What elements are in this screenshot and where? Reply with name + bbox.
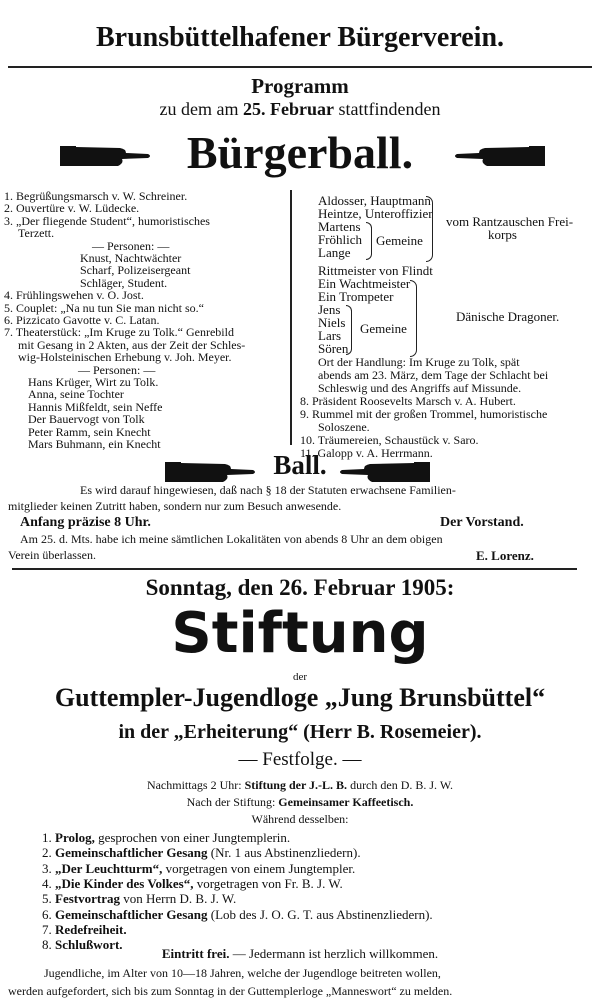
- cast-item: Jens: [318, 302, 341, 317]
- item-detail: gesprochen von einer Jungtemplerin.: [94, 830, 291, 845]
- schedule-line: Nach der Stiftung: Gemeinsamer Kaffeetisch.: [186, 795, 414, 809]
- divider: [8, 66, 592, 68]
- schedule-line: Nachmittags 2 Uhr: Stiftung der J.-L. B. durch den D. B. J. W.: [146, 778, 454, 792]
- item-title: Gemeinschaftlicher Gesang: [55, 845, 208, 861]
- scene-note: Schleswig und des Angriffs auf Missunde.: [318, 381, 522, 395]
- cast-item: Ein Trompeter: [318, 289, 394, 304]
- program-item: Der Bauervogt von Tolk: [28, 412, 145, 427]
- program-item: 4. Frühlingswehen v. O. Jost.: [4, 288, 144, 303]
- eintritt-line: Eintritt frei. — Jedermann ist herzlich willkommen.: [161, 946, 439, 961]
- item-title: Festvortrag: [55, 891, 120, 907]
- cast-item: Martens: [318, 219, 361, 234]
- program-item: Schläger, Student.: [80, 275, 168, 290]
- ball-notice: Es wird darauf hingewiesen, daß nach § 18 der Statuten erwachsene Familien-: [80, 483, 456, 497]
- brace: [410, 280, 417, 357]
- program-item: Hannis Mißfeldt, sein Neffe: [28, 399, 163, 414]
- cast-item: Fröhlich: [318, 232, 363, 247]
- program-item: wig-Holsteinischen Erhebung v. Joh. Meyer.: [18, 350, 232, 365]
- brace: [426, 196, 433, 262]
- program-item: 11. Galopp v. A. Herrmann.: [300, 446, 433, 460]
- item-number: 1.: [42, 830, 52, 845]
- cast-group-label: Dänische Dragoner.: [456, 309, 560, 324]
- cast-item: Heintze, Unteroffizier: [318, 206, 433, 221]
- item-title: Redefreiheit.: [55, 921, 127, 937]
- ball-heading: Ball.: [273, 450, 327, 480]
- program-item: Anna, seine Tochter: [28, 387, 124, 402]
- program-subtitle: zu dem am 25. Februar stattfindenden: [159, 99, 441, 119]
- scene-note: Ort der Handlung: Im Kruge zu Tolk, spät: [318, 355, 520, 369]
- pointing-hand-left-icon: [455, 142, 545, 168]
- cast-item: Sören: [318, 341, 349, 356]
- cast-group-label: vom Rantzauschen Frei-: [446, 214, 574, 229]
- footer-text: Jugendliche, im Alter von 10—18 Jahren, welche der Jugendloge beitreten wollen,: [44, 966, 441, 980]
- signature: Der Vorstand.: [440, 515, 524, 530]
- item-title: „Der Leuchtturm“,: [55, 860, 163, 876]
- item-number: 2.: [42, 845, 52, 861]
- ball-notice: mitglieder keinen Zutritt haben, sondern nur zum Besuch anwesende.: [8, 499, 342, 513]
- programm-heading: Programm: [251, 74, 349, 98]
- program-item: Knust, Nachtwächter: [80, 251, 182, 265]
- festfolge-item: [42, 892, 236, 905]
- item-title: Gemeinschaftlicher Gesang: [55, 906, 208, 922]
- festfolge-item: [42, 862, 355, 875]
- item-number: 5.: [42, 891, 52, 907]
- program-item: Hans Krüger, Wirt zu Tolk.: [28, 375, 159, 389]
- program-item: 7. Theaterstück: „Im Kruge zu Tolk.“ Genrebild: [4, 325, 234, 340]
- festfolge-heading: — Festfolge. —: [238, 749, 362, 770]
- venue-notice: Am 25. d. Mts. habe ich meine sämtlichen Lokalitäten von abends 8 Uhr an dem obigen: [20, 532, 443, 546]
- item-detail: von Herrn D. B. J. W.: [119, 891, 237, 907]
- festfolge-item: [42, 923, 127, 936]
- brace: [346, 305, 352, 355]
- item-title: Prolog,: [55, 830, 95, 845]
- item-number: 7.: [42, 921, 52, 937]
- page-title: Brunsbüttelhafener Bürgerverein.: [95, 22, 505, 53]
- cast-item: Lange: [318, 245, 351, 260]
- divider: [12, 568, 577, 570]
- cast-item: Rittmeister von Flindt: [318, 263, 433, 278]
- der-label: der: [292, 671, 308, 683]
- cast-group-label: Gemeine: [360, 321, 407, 336]
- program-item: 1. Begrüßungsmarsch v. W. Schreiner.: [4, 189, 188, 203]
- schedule-line: Während desselben:: [251, 812, 349, 826]
- program-item: 5. Couplet: „Na nu tun Sie man nicht so.“: [4, 300, 204, 315]
- program-item: Peter Ramm, sein Knecht: [28, 424, 151, 439]
- cast-item: Niels: [318, 315, 346, 330]
- footer-text: werden aufgefordert, sich bis zum Sonntag in der Guttemplerloge „Manneswort“ zu melden.: [8, 984, 453, 998]
- item-title: Schlußwort.: [55, 937, 123, 953]
- item-detail: vorgetragen von einem Jungtempler.: [162, 860, 356, 876]
- pointing-hand-left-icon: [340, 458, 430, 484]
- festfolge-item: [42, 877, 343, 890]
- stiftung-title: Stiftung: [171, 601, 429, 666]
- program-item: Mars Buhmann, ein Knecht: [28, 437, 161, 451]
- item-number: 3.: [42, 860, 52, 876]
- program-item: — Personen: —: [92, 238, 170, 253]
- cast-group-label: korps: [488, 227, 517, 242]
- event-date: Sonntag, den 26. Februar 1905:: [145, 575, 455, 600]
- item-number: 8.: [42, 937, 52, 953]
- program-item: 6. Pizzicato Gavotte v. C. Latan.: [4, 313, 160, 327]
- item-detail: (Lob des J. O. G. T. aus Abstinenzliedern).: [207, 906, 433, 922]
- item-title: „Die Kinder des Volkes“,: [55, 875, 194, 891]
- program-item: 8. Präsident Roosevelts Marsch v. A. Hubert.: [300, 394, 516, 408]
- loge-name: Guttempler-Jugendloge „Jung Brunsbüttel“: [54, 683, 546, 712]
- program-item: Terzett.: [18, 226, 55, 241]
- column-divider: [290, 190, 292, 445]
- venue-notice: Verein überlassen.: [8, 548, 96, 562]
- program-item: Scharf, Polizeisergeant: [80, 263, 191, 278]
- program-item: Soloszene.: [318, 420, 370, 434]
- program-item: 9. Rummel mit der großen Trommel, humoristische: [300, 407, 548, 421]
- program-item: 10. Träumereien, Schaustück v. Saro.: [300, 433, 479, 447]
- item-detail: (Nr. 1 aus Abstinenzliedern).: [207, 845, 361, 861]
- festfolge-item: [42, 908, 433, 921]
- cast-item: Lars: [318, 328, 342, 343]
- festfolge-item: [42, 846, 361, 859]
- cast-group-label: Gemeine: [376, 233, 423, 248]
- item-number: 6.: [42, 906, 52, 922]
- brace: [366, 222, 372, 260]
- festfolge-item: [42, 831, 290, 844]
- scene-note: abends am 23. März, dem Tage der Schlacht bei: [318, 368, 549, 382]
- event-title: Bürgerball.: [186, 127, 414, 178]
- program-item: — Personen: —: [78, 362, 156, 377]
- cast-item: Aldosser, Hauptmann: [318, 193, 431, 208]
- program-item: 2. Ouvertüre v. W. Lüdecke.: [4, 201, 140, 216]
- start-time: Anfang präzise 8 Uhr.: [20, 515, 151, 530]
- item-number: 4.: [42, 875, 52, 891]
- signature: E. Lorenz.: [476, 548, 534, 563]
- cast-item: Ein Wachtmeister: [318, 276, 411, 291]
- venue: in der „Erheiterung“ (Herr B. Rosemeier).: [118, 721, 482, 743]
- program-item: 3. „Der fliegende Student“, humoristisches: [4, 213, 210, 228]
- item-detail: vorgetragen von Fr. B. J. W.: [193, 875, 343, 891]
- program-item: mit Gesang in 2 Akten, aus der Zeit der Schles-: [18, 337, 246, 352]
